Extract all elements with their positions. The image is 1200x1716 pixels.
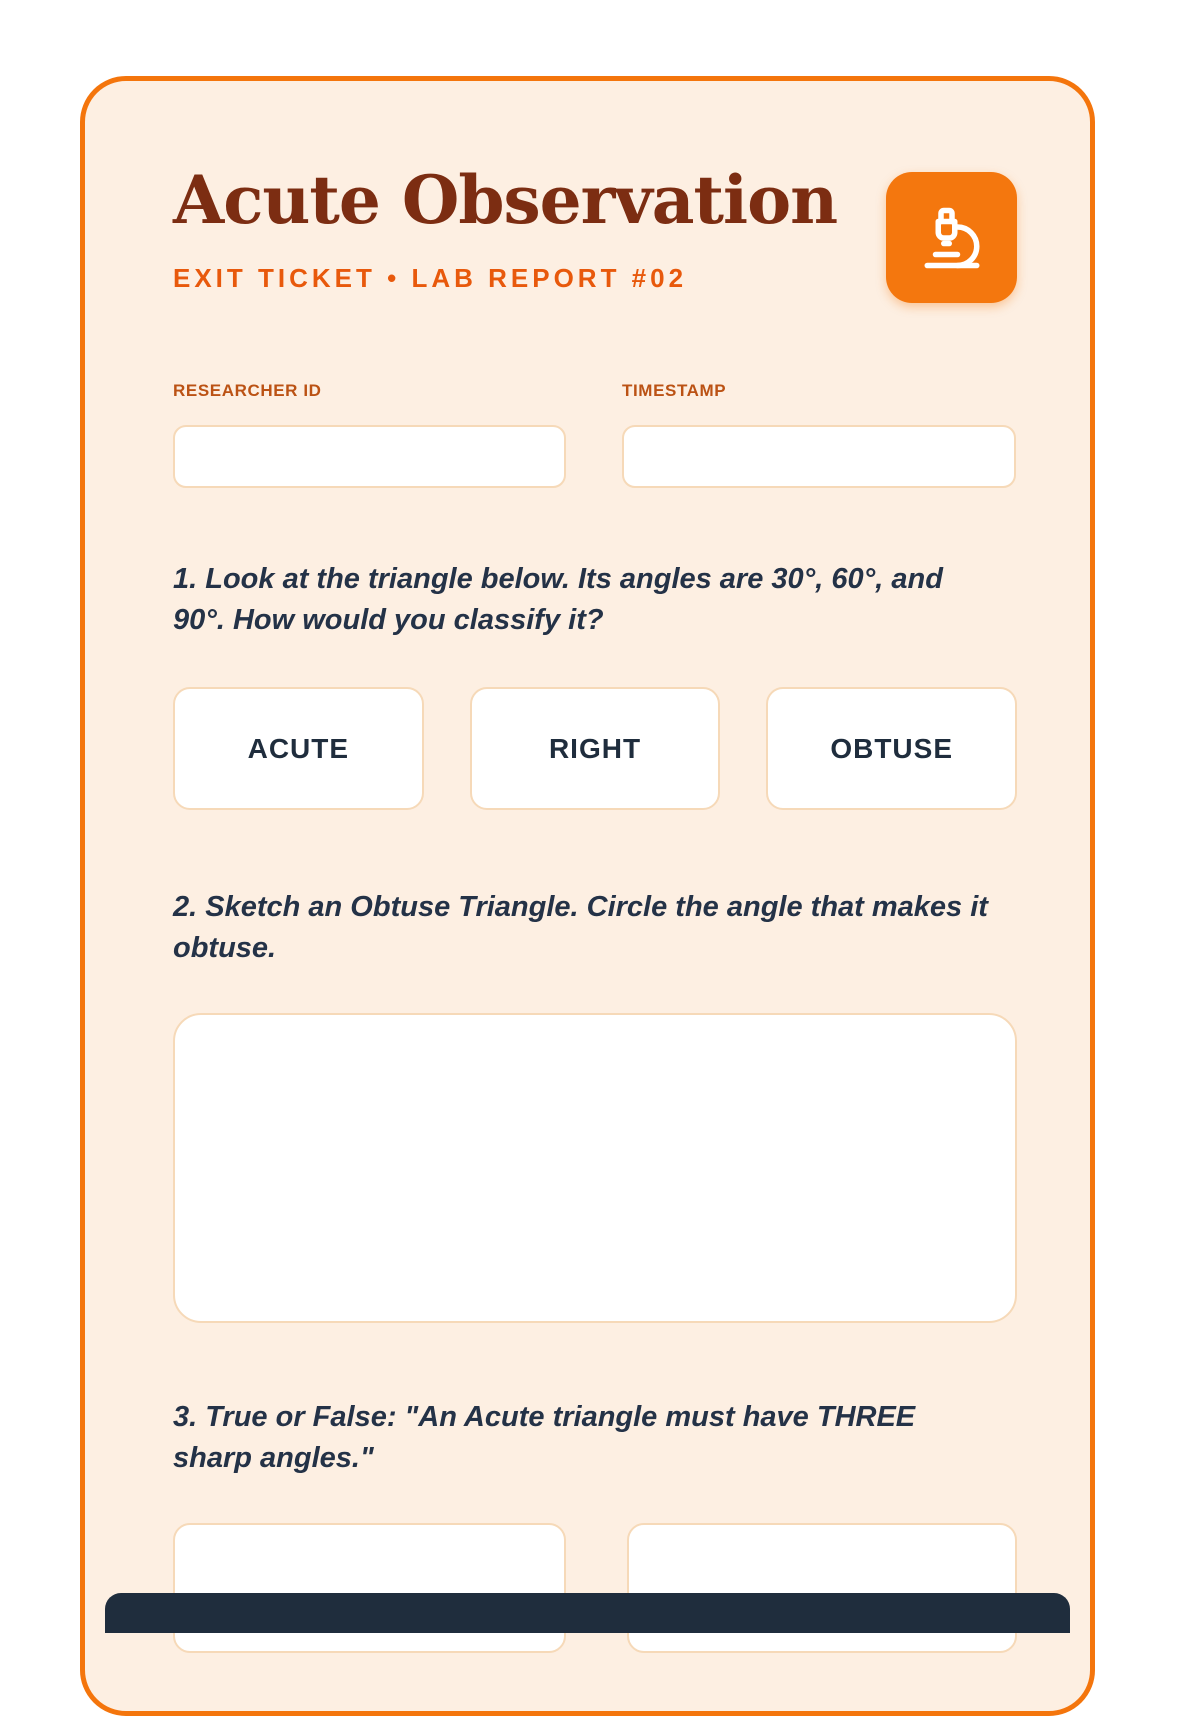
option-acute-button[interactable]: ACUTE <box>173 687 424 810</box>
footer-bar <box>105 1593 1070 1633</box>
page-subtitle: EXIT TICKET • LAB REPORT #02 <box>173 263 688 293</box>
option-obtuse-button[interactable]: OBTUSE <box>766 687 1017 810</box>
worksheet-card <box>80 76 1095 1716</box>
false-option-box[interactable] <box>627 1523 1017 1653</box>
timestamp-label: TIMESTAMP <box>622 381 727 400</box>
researcher-id-input[interactable] <box>173 425 566 488</box>
microscope-icon <box>886 172 1017 303</box>
timestamp-input[interactable] <box>622 425 1016 488</box>
question-2-text: 2. Sketch an Obtuse Triangle. Circle the angle that makes it obtuse. <box>173 891 988 965</box>
question-1-options <box>173 687 1017 810</box>
true-option-box[interactable] <box>173 1523 566 1653</box>
question-3-text: 3. True or False: "An Acute triangle must have THREE sharp angles." <box>173 1401 916 1475</box>
researcher-id-label: RESEARCHER ID <box>173 381 322 400</box>
sketch-canvas[interactable] <box>173 1013 1017 1323</box>
question-1-text: 1. Look at the triangle below. Its angles are 30°, 60°, and 90°. How would you classify it? <box>173 563 943 637</box>
option-right-button[interactable]: RIGHT <box>470 687 721 810</box>
page-title: Acute Observation <box>173 161 838 239</box>
